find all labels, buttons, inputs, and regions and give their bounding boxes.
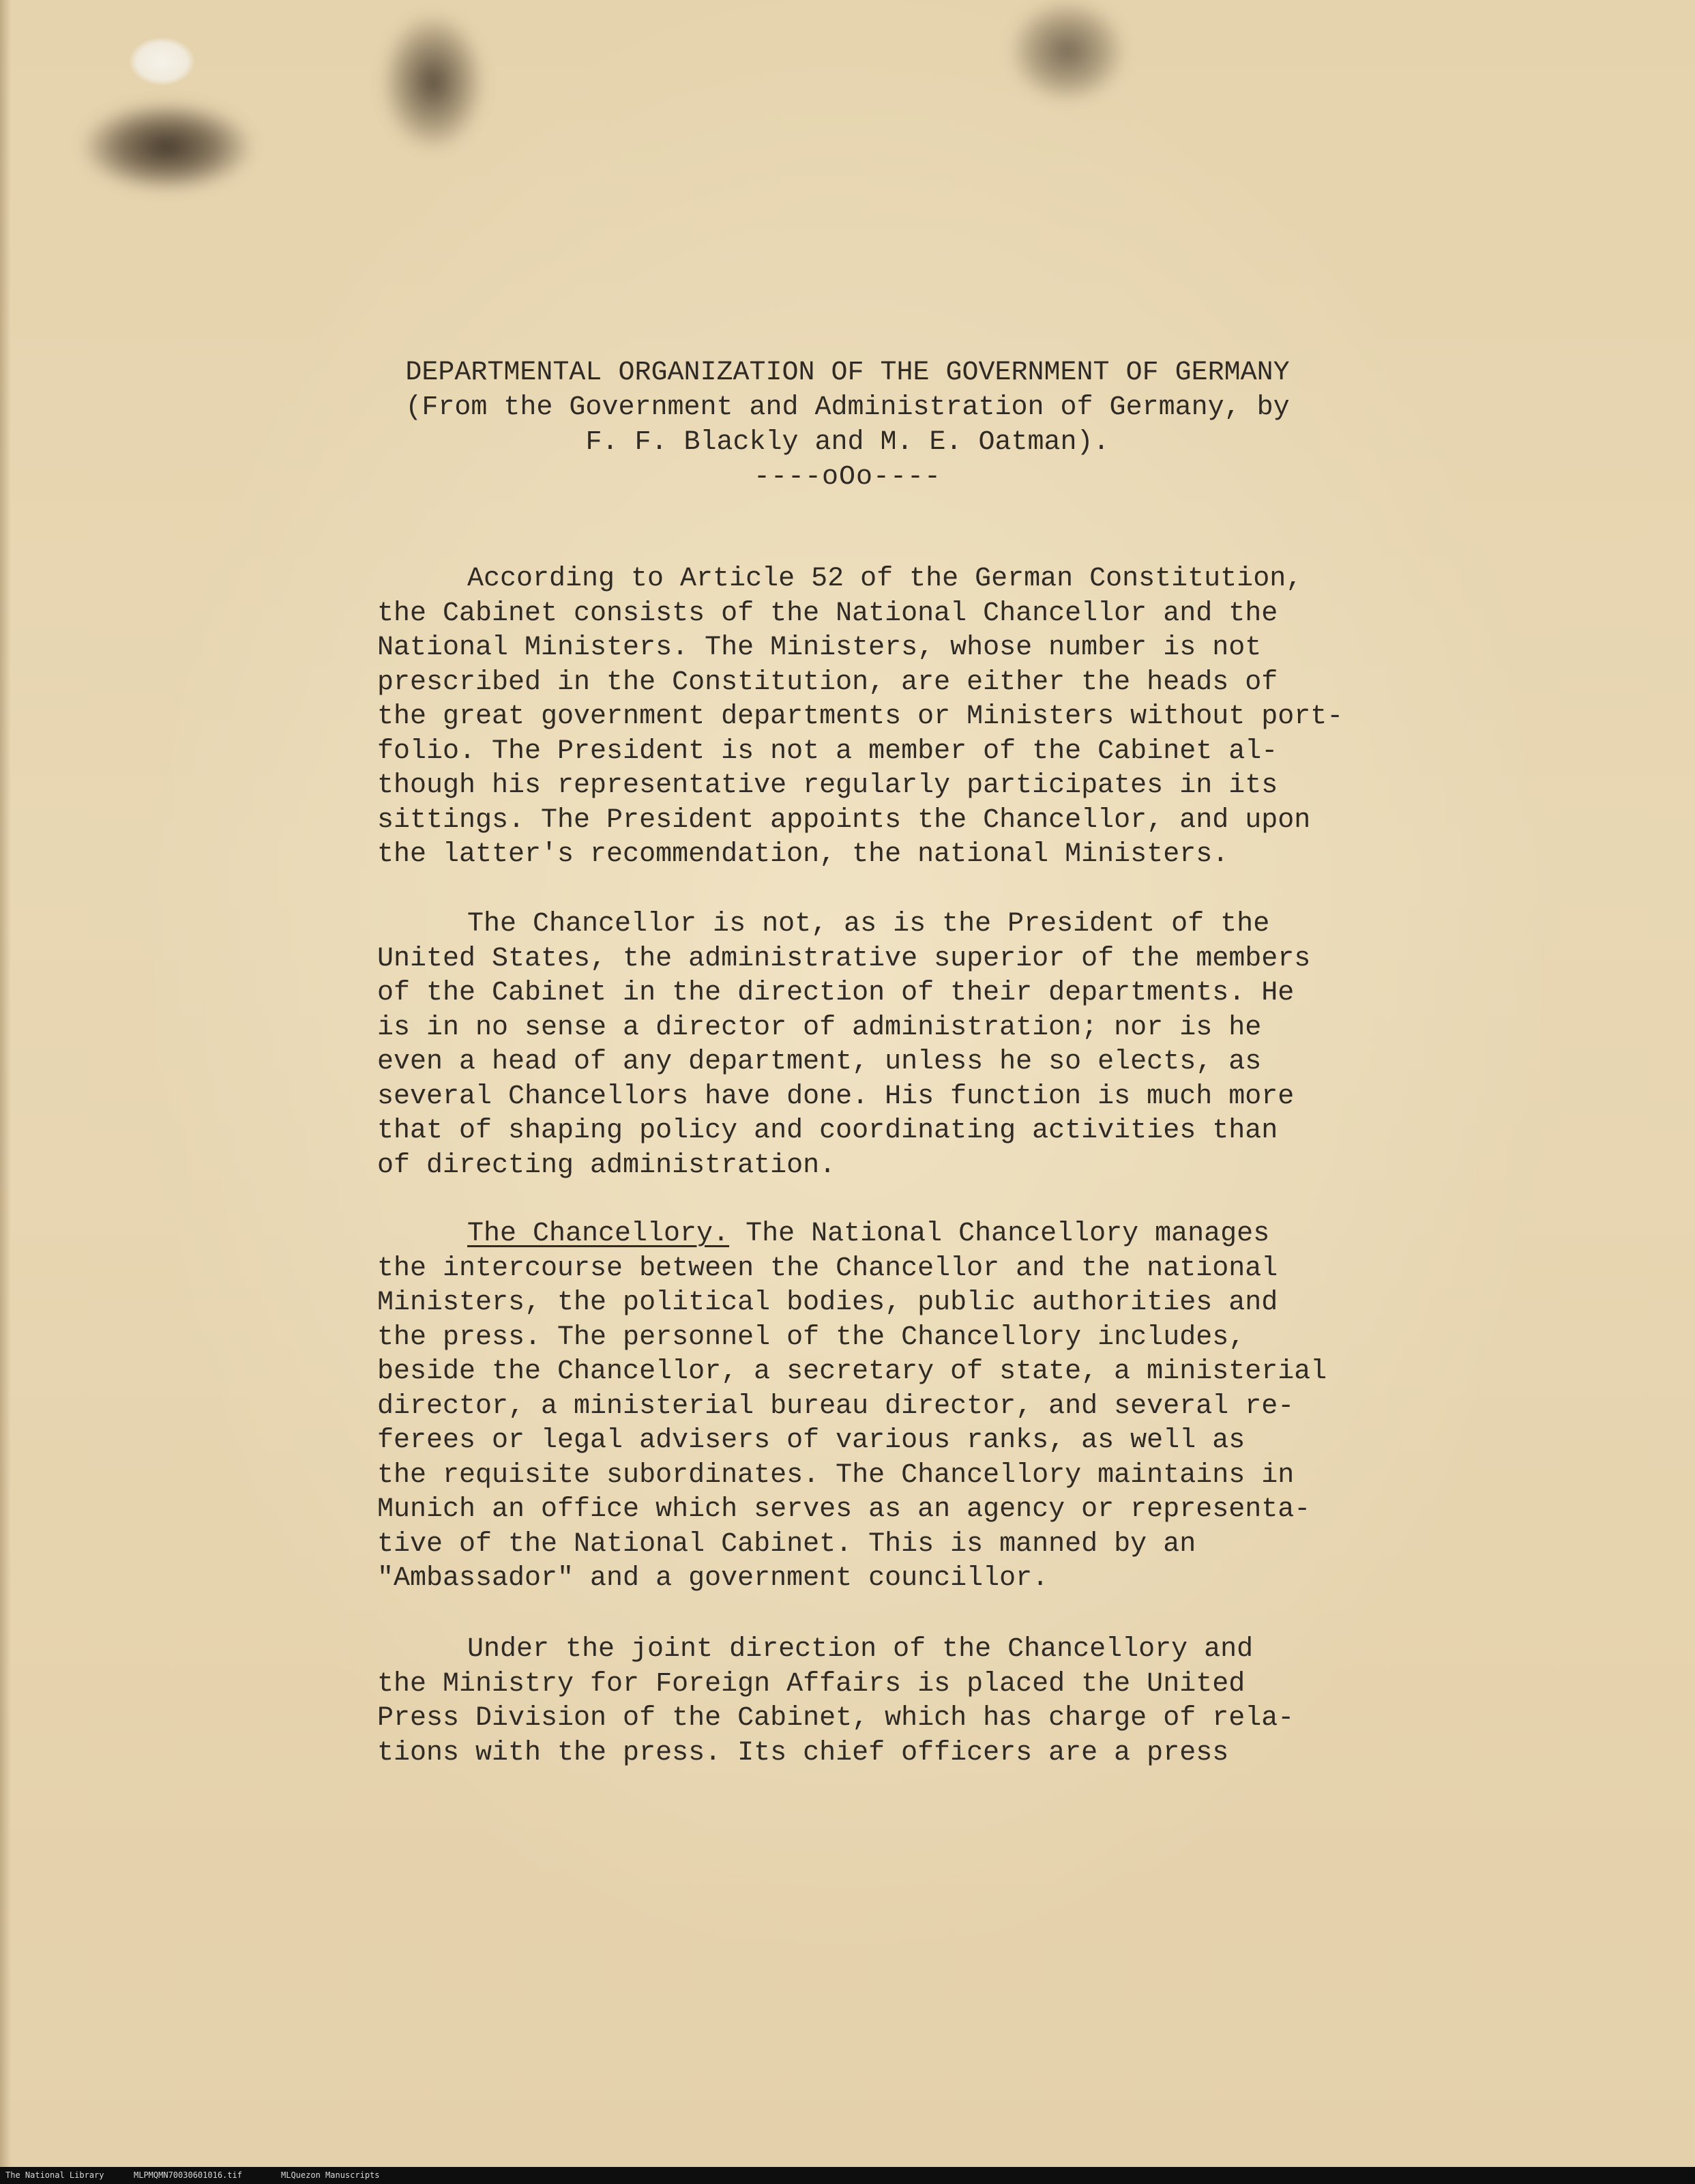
paragraph-text: Under the joint direction of the Chancellory and the Ministry for Foreign Affairs is placed the United Press Division of the Cabinet, which has charge of rela- tions with the press. Its chief officers are a press (377, 1634, 1295, 1768)
footer-library: The National Library (5, 2170, 104, 2180)
burn-stain (1009, 0, 1125, 102)
page-edge-shadow (0, 0, 11, 2167)
section-heading-chancellory: The Chancellory. (467, 1219, 730, 1249)
paragraph-text: The Chancellor is not, as is the President of the United States, the administrative superior of the members of the Cabinet in the direction of their departments. He is in no sense a director of administration; nor is he even a head of any department, unless he so elects, as several Chancellors have done. His function is much more that of shaping policy and coordinating activities than of directing administration. (377, 909, 1311, 1181)
paragraph (377, 1217, 1537, 1597)
paragraph (377, 562, 1537, 873)
paragraph (377, 907, 1537, 1183)
footer-collection: MLQuezon Manuscripts (281, 2170, 380, 2180)
paragraph (377, 1633, 1537, 1771)
burn-stain (382, 14, 484, 150)
burn-stain (82, 102, 252, 191)
paragraph-text: The National Chancellory manages the intercourse between the Chancellor and the national Ministers, the political bodies, public authorities and the press. The personnel of the Chancellory includes, beside the Chancellor, a secretary of state, a ministerial director, a ministerial bureau director, and several re- ferees or legal advisers of various ranks, as well as the requisite subordinates. The Chancellory maintains in Munich an office which serves as an agency or representa- tive of the National Cabinet. This is manned by an "Ambassador" and a government councillor. (377, 1219, 1327, 1594)
scan-footer (0, 2167, 1695, 2184)
heading-separator: ----oOo---- (753, 462, 942, 493)
document-source-line: (From the Government and Administration of Germany, by (405, 392, 1290, 423)
paper-tear (130, 38, 194, 85)
document-title: DEPARTMENTAL ORGANIZATION OF THE GOVERNMENT OF GERMANY (405, 358, 1290, 388)
document-authors-line: F. F. Blackly and M. E. Oatman). (585, 427, 1110, 458)
footer-filename: MLPMQMN70030601016.tif (134, 2170, 242, 2180)
paragraph-text: According to Article 52 of the German Constitution, the Cabinet consists of the National Chancellor and the National Ministers. The Ministers, whose number is not prescribed in the Constitution, are either the heads of the great government departments or Ministers without port- folio. The President is not a member of the Cabinet al- though his representative regularly participates in its sittings. The President appoints the Chancellor, and upon the latter's recommendation, the national Ministers. (377, 564, 1344, 870)
